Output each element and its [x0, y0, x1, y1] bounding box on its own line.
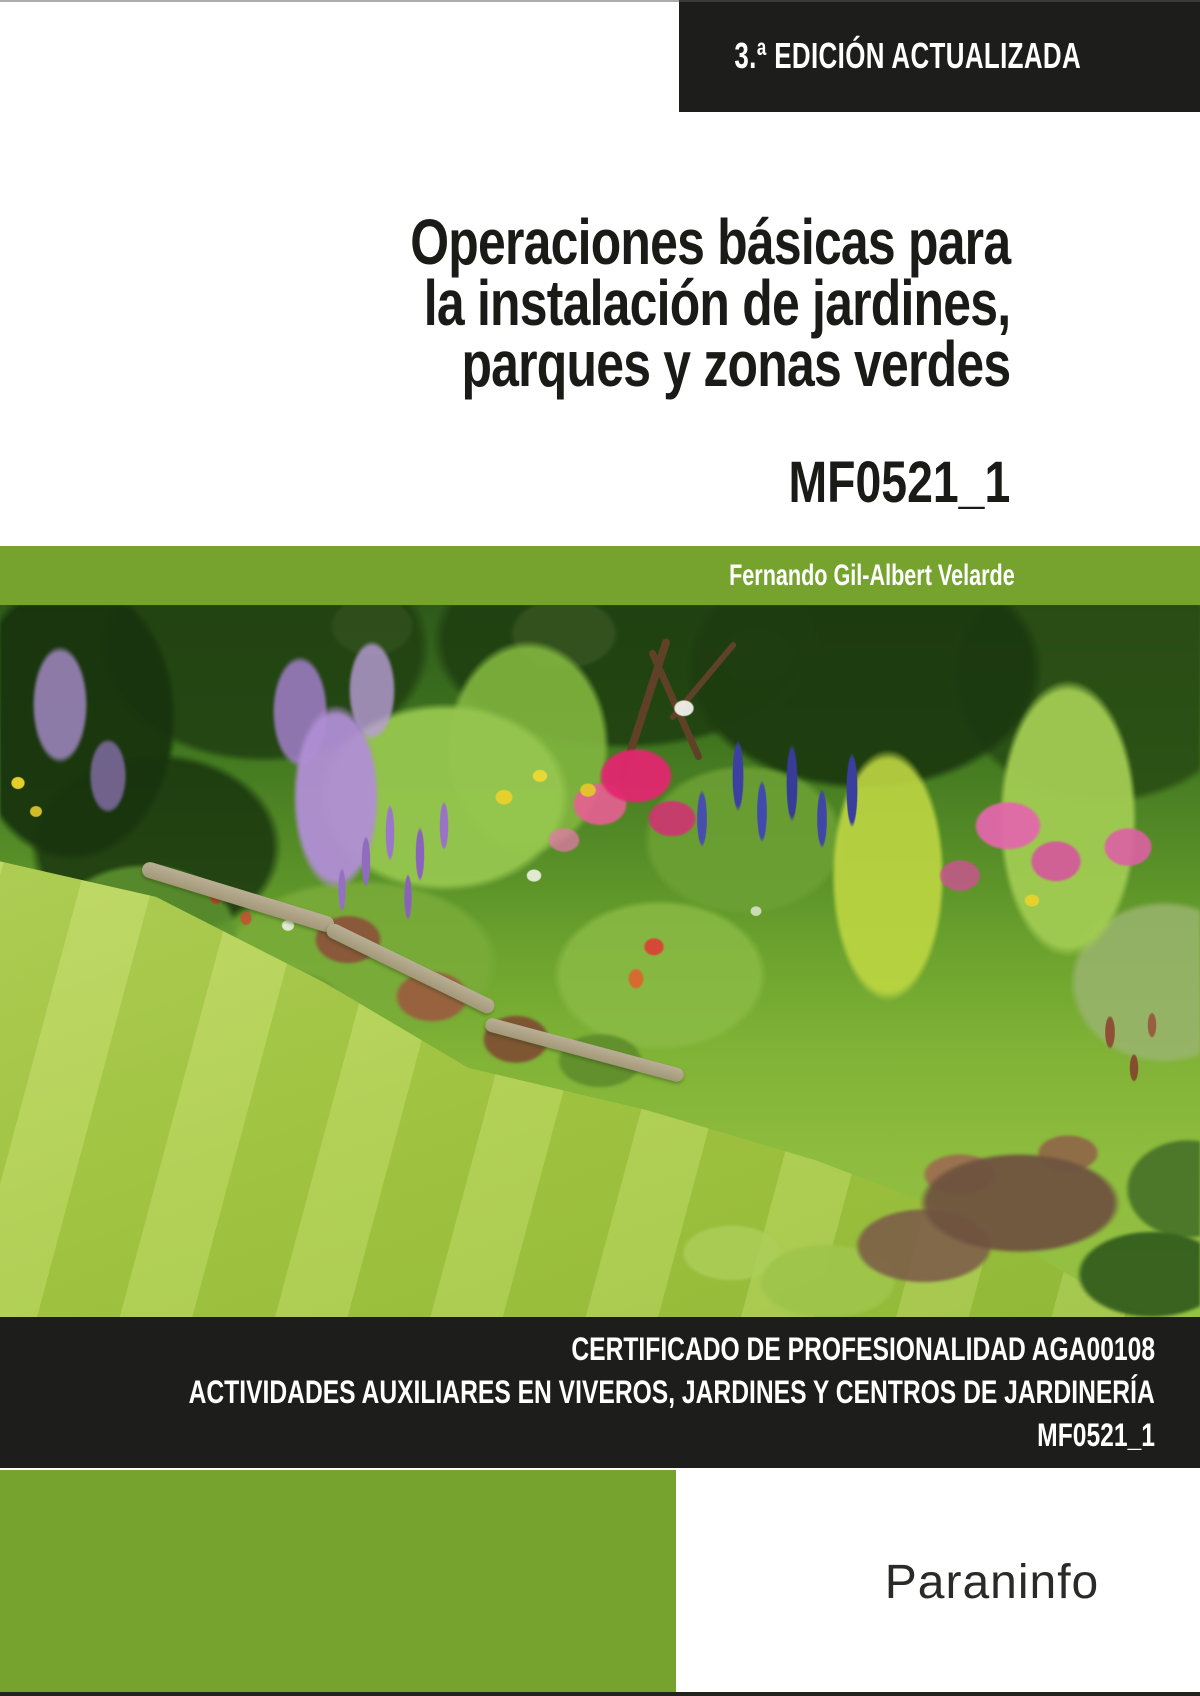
edition-banner [679, 0, 1200, 112]
author-stripe [0, 546, 1200, 605]
book-title-line-2: la instalación de jardines, [423, 267, 1010, 339]
author-name: Fernando Gil-Albert Velarde [729, 558, 1015, 592]
book-title-line-1: Operaciones básicas para [409, 206, 1010, 278]
book-title-line-3: parques y zonas verdes [461, 328, 1010, 400]
footer-green-block [0, 1470, 676, 1696]
photo-soil-and-groundcover [0, 605, 1200, 1317]
garden-photo [0, 605, 1200, 1317]
cover-bottom-edge [0, 1692, 1200, 1696]
certificate-line-2: ACTIVIDADES AUXILIARES EN VIVEROS, JARDINES Y CENTROS DE JARDINERÍA [188, 1374, 1155, 1410]
cover-top-edge [0, 0, 1200, 2]
publisher-area [676, 1468, 1200, 1696]
certificate-banner [0, 1317, 1200, 1468]
footer-area [0, 1468, 1200, 1696]
certificate-line-3: MF0521_1 [1037, 1417, 1155, 1453]
certificate-line-1: CERTIFICADO DE PROFESIONALIDAD AGA00108 [571, 1331, 1155, 1367]
book-title [241, 206, 1010, 400]
publisher-logo: Paraninfo [884, 1555, 1100, 1609]
edition-banner-label: 3.ª EDICIÓN ACTUALIZADA [734, 35, 1081, 76]
module-code: MF0521_1 [788, 450, 1010, 515]
